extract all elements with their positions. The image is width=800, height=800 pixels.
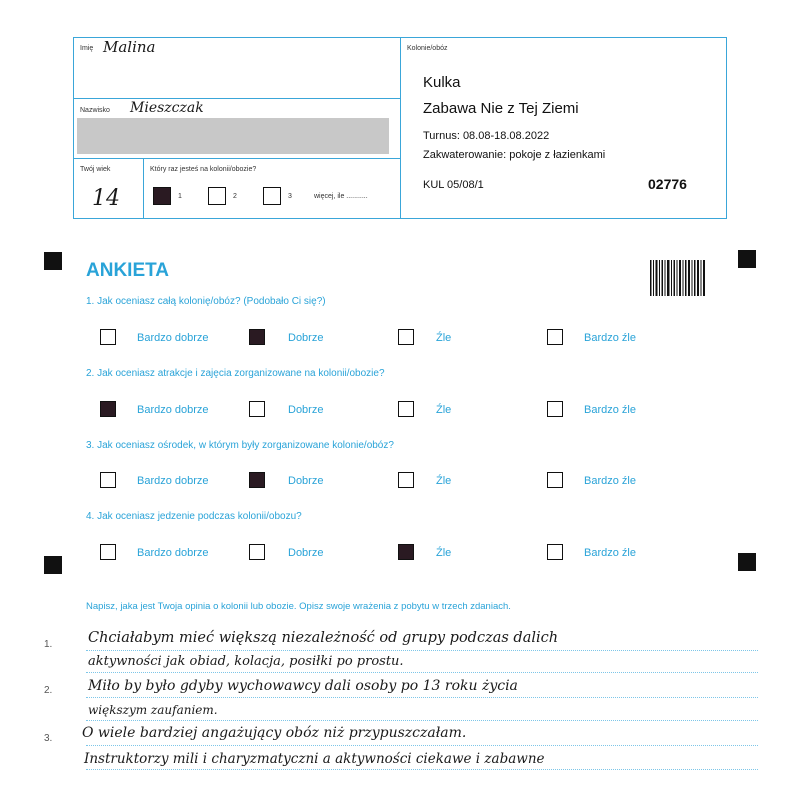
- question-3-text: 3. Jak oceniasz ośrodek, w którym były zorganizowane kolonie/obóz?: [86, 440, 394, 451]
- q4-option-dobrze-checkbox[interactable]: [249, 544, 265, 560]
- camp-name: Kulka: [423, 74, 461, 91]
- q2-option-bardzo-dobrze-label: Bardzo dobrze: [137, 404, 209, 416]
- question-2-text: 2. Jak oceniasz atrakcje i zajęcia zorganizowane na kolonii/obozie?: [86, 368, 385, 379]
- times-more-label: więcej, ile ...........: [314, 193, 368, 200]
- answer-3-line-2[interactable]: Instruktorzy mili i charyzmatyczni a aktywności ciekawe i zabawne: [84, 751, 545, 767]
- camp-turnus: Turnus: 08.08-18.08.2022: [423, 130, 550, 142]
- q3-option-bardzo-dobrze-label: Bardzo dobrze: [137, 475, 209, 487]
- q1-option-zle-label: Źle: [436, 332, 452, 344]
- first-name-label: Imię: [80, 45, 94, 52]
- q2-option-bardzo-dobrze-checkbox[interactable]: [100, 401, 116, 417]
- answer-line-5: [86, 745, 758, 746]
- times-label: Który raz jesteś na kolonii/obozie?: [150, 166, 257, 173]
- age-divider: [143, 158, 144, 218]
- answer-2-line-2[interactable]: większym zaufaniem.: [88, 703, 218, 717]
- header-divider-2: [73, 158, 400, 159]
- question-4-text: 4. Jak oceniasz jedzenie podczas kolonii/obozu?: [86, 511, 302, 522]
- answer-2-line-1[interactable]: Miło by było gdyby wychowawcy dali osoby po 13 roku życia: [88, 678, 518, 694]
- first-name-value[interactable]: Malina: [103, 38, 156, 56]
- registration-mark-bottom-right: [738, 553, 756, 571]
- q1-option-bardzo-dobrze-checkbox[interactable]: [100, 329, 116, 345]
- q3-option-dobrze-checkbox[interactable]: [249, 472, 265, 488]
- header-divider-1: [73, 98, 400, 99]
- camp-number: 02776: [648, 176, 687, 192]
- redaction-bar: [77, 118, 389, 154]
- times-checkbox-3[interactable]: [263, 187, 281, 205]
- times-option-2: 2: [233, 193, 237, 200]
- q2-option-bardzo-zle-checkbox[interactable]: [547, 401, 563, 417]
- q3-option-bardzo-zle-checkbox[interactable]: [547, 472, 563, 488]
- registration-mark-bottom-left: [44, 556, 62, 574]
- q4-option-zle-checkbox[interactable]: [398, 544, 414, 560]
- q3-option-dobrze-label: Dobrze: [288, 475, 324, 487]
- last-name-value[interactable]: Mieszczak: [130, 100, 204, 116]
- answer-line-4: [86, 720, 758, 721]
- header-divider-vertical: [400, 37, 401, 218]
- q3-option-bardzo-zle-label: Bardzo źle: [584, 475, 636, 487]
- q1-option-bardzo-dobrze-label: Bardzo dobrze: [137, 332, 209, 344]
- camp-code: KUL 05/08/1: [423, 179, 484, 191]
- times-option-3: 3: [288, 193, 292, 200]
- times-checkbox-1[interactable]: [153, 187, 171, 205]
- camp-label: Kolonie/obóz: [407, 45, 448, 52]
- q2-option-zle-checkbox[interactable]: [398, 401, 414, 417]
- q4-option-bardzo-zle-checkbox[interactable]: [547, 544, 563, 560]
- answer-3-number: 3.: [44, 733, 53, 744]
- q1-option-zle-checkbox[interactable]: [398, 329, 414, 345]
- answer-1-line-1[interactable]: Chciałabym mieć większą niezależność od grupy podczas dalich: [88, 630, 559, 646]
- q2-option-dobrze-label: Dobrze: [288, 404, 324, 416]
- q4-option-zle-label: Źle: [436, 547, 452, 559]
- barcode: [650, 260, 706, 296]
- q4-option-bardzo-zle-label: Bardzo źle: [584, 547, 636, 559]
- answer-line-2: [86, 672, 758, 673]
- registration-mark-top-left: [44, 252, 62, 270]
- q3-option-bardzo-dobrze-checkbox[interactable]: [100, 472, 116, 488]
- q2-option-zle-label: Źle: [436, 404, 452, 416]
- q1-option-bardzo-zle-label: Bardzo źle: [584, 332, 636, 344]
- opinion-prompt: Napisz, jaka jest Twoja opinia o kolonii lub obozie. Opisz swoje wrażenia z pobytu w trzech zdaniach.: [86, 601, 511, 612]
- age-label: Twój wiek: [80, 166, 111, 173]
- q3-option-zle-label: Źle: [436, 475, 452, 487]
- q1-option-dobrze-checkbox[interactable]: [249, 329, 265, 345]
- answer-line-1: [86, 650, 758, 651]
- answer-line-6: [86, 769, 758, 770]
- last-name-label: Nazwisko: [80, 107, 110, 114]
- answer-3-line-1[interactable]: O wiele bardziej angażujący obóz niż przypuszczałam.: [82, 725, 467, 741]
- answer-1-line-2[interactable]: aktywności jak obiad, kolacja, posiłki po prostu.: [88, 654, 404, 669]
- registration-mark-top-right: [738, 250, 756, 268]
- q3-option-zle-checkbox[interactable]: [398, 472, 414, 488]
- answer-line-3: [86, 697, 758, 698]
- camp-accommodation: Zakwaterowanie: pokoje z łazienkami: [423, 149, 606, 161]
- q4-option-bardzo-dobrze-checkbox[interactable]: [100, 544, 116, 560]
- q4-option-dobrze-label: Dobrze: [288, 547, 324, 559]
- times-checkbox-2[interactable]: [208, 187, 226, 205]
- q2-option-bardzo-zle-label: Bardzo źle: [584, 404, 636, 416]
- question-1-text: 1. Jak oceniasz całą kolonię/obóz? (Podobało Ci się?): [86, 296, 326, 307]
- q4-option-bardzo-dobrze-label: Bardzo dobrze: [137, 547, 209, 559]
- answer-1-number: 1.: [44, 639, 53, 650]
- answer-2-number: 2.: [44, 685, 53, 696]
- q1-option-bardzo-zle-checkbox[interactable]: [547, 329, 563, 345]
- q1-option-dobrze-label: Dobrze: [288, 332, 324, 344]
- q2-option-dobrze-checkbox[interactable]: [249, 401, 265, 417]
- survey-title: ANKIETA: [86, 260, 170, 281]
- camp-title: Zabawa Nie z Tej Ziemi: [423, 100, 579, 117]
- times-option-1: 1: [178, 193, 182, 200]
- age-value[interactable]: 14: [92, 186, 120, 211]
